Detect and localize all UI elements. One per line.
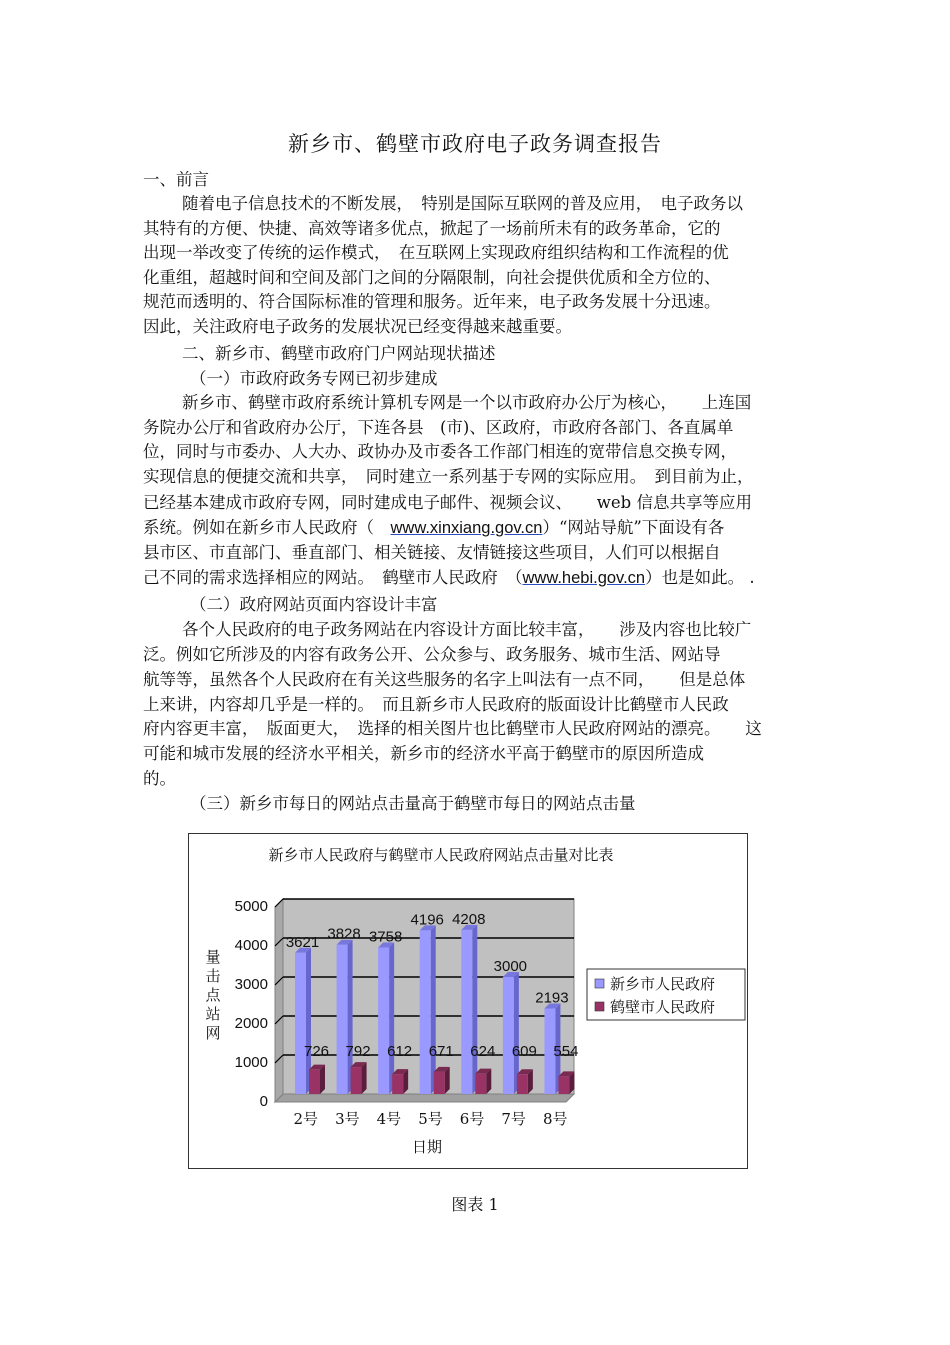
bar — [378, 947, 389, 1094]
bar — [475, 1074, 486, 1094]
text-segment: ）“网站导航”下面设有各 — [542, 518, 725, 537]
data-label: 3000 — [493, 958, 528, 975]
y-axis-label-char: 网 — [205, 1024, 221, 1042]
body-line: 府内容更丰富， 版面更大， 选择的相关图片也比鹤壁市人民政府网站的漂亮。 这 — [143, 719, 762, 738]
xinxiang-gov-link[interactable]: www.xinxiang.gov.cn — [390, 519, 543, 537]
body-line: 航等等，虽然各个人民政府在有关这些服务的名字上叫法有一点不同， 但是总体 — [143, 670, 746, 689]
legend-label: 鹤壁市人民政府 — [610, 998, 716, 1016]
x-tick-label: 5号 — [418, 1110, 443, 1128]
y-axis-label-char: 点 — [205, 986, 221, 1004]
legend-swatch — [595, 1002, 604, 1011]
body-line: 位，同时与市委办、人大办、政协办及市委各工作部门相连的宽带信息交换专网， — [143, 442, 737, 461]
body-line: 其特有的方便、快捷、高效等诸多优点，掀起了一场前所未有的政务革命，它的 — [143, 219, 721, 238]
body-line: （三）新乡市每日的网站点击量高于鹤壁市每日的网站点击量 — [190, 794, 636, 813]
figure-caption: 图表 1 — [451, 1195, 499, 1214]
data-label: 554 — [553, 1043, 579, 1060]
bar — [351, 1067, 362, 1094]
text-segment: 系统。例如在新乡市人民政府（ — [143, 518, 391, 537]
bar — [434, 1072, 445, 1094]
body-line: 规范而透明的、符合国际标准的管理和服务。近年来，电子政务发展十分迅速。 — [143, 292, 721, 311]
bar — [392, 1074, 403, 1094]
bar — [295, 953, 306, 1094]
body-line: （二）政府网站页面内容设计丰富 — [190, 595, 438, 614]
text-segment: 己不同的需求选择相应的网站。 鹤壁市人民政府 （ — [143, 568, 523, 587]
body-line: （一）市政府政务专网已初步建成 — [190, 369, 438, 388]
body-line: 上来讲，内容却几乎是一样的。 而且新乡市人民政府的版面设计比鹤壁市人民政 — [143, 695, 729, 714]
bar-side — [389, 942, 394, 1094]
x-tick-label: 3号 — [335, 1110, 360, 1128]
data-label: 3758 — [368, 928, 403, 946]
x-tick-label: 6号 — [459, 1110, 485, 1128]
data-label: 609 — [511, 1043, 537, 1060]
data-label: 792 — [345, 1043, 371, 1060]
chart-title: 新乡市人民政府与鹤壁市人民政府网站点击量对比表 — [268, 846, 614, 864]
legend-label: 新乡市人民政府 — [610, 975, 716, 993]
bar-side — [472, 925, 477, 1094]
y-axis-label-char: 击 — [205, 967, 221, 985]
bar-side — [362, 1062, 367, 1094]
click-comparison-chart — [188, 833, 748, 1169]
chart-svg — [189, 834, 747, 1168]
body-line: 已经基本建成市政府专网，同时建成电子邮件、视频会议、 web 信息共享等应用 — [143, 493, 752, 512]
bar — [517, 1074, 528, 1094]
body-line: 泛。例如它所涉及的内容有政务公开、公众参与、政务服务、城市生活、网站导 — [143, 645, 721, 664]
y-tick-label: 0 — [259, 1093, 268, 1110]
text-segment: ）也是如此。 . — [645, 568, 755, 587]
data-label: 726 — [303, 1043, 330, 1060]
data-label: 3828 — [327, 925, 361, 943]
x-tick-label: 7号 — [501, 1110, 526, 1128]
y-axis-label-char: 站 — [205, 1005, 221, 1023]
x-axis-label: 日期 — [411, 1138, 443, 1156]
hebi-gov-link[interactable]: www.hebi.gov.cn — [522, 569, 646, 587]
bar-side — [320, 1065, 325, 1094]
body-line: 务院办公厅和省政府办公厅，下连各县 (市)、区政府，市政府各部门、各直属单 — [143, 418, 734, 437]
body-line: 各个人民政府的电子政务网站在内容设计方面比较丰富， 涉及内容也比较广 — [182, 620, 752, 639]
body-line: 的。 — [143, 769, 176, 788]
y-tick-label: 1000 — [234, 1054, 268, 1071]
body-line: 出现一举改变了传统的运作模式， 在互联网上实现政府组织结构和工作流程的优 — [143, 243, 729, 262]
bar-side — [431, 925, 436, 1094]
body-line: 因此，关注政府电子政务的发展状况已经变得越来越重要。 — [143, 317, 572, 336]
body-line-hebi — [143, 567, 755, 589]
data-label: 3621 — [285, 933, 320, 951]
legend-swatch — [595, 979, 604, 988]
bar — [337, 945, 348, 1094]
plot-side-wall — [275, 899, 283, 1102]
data-label: 4208 — [452, 910, 486, 928]
bar — [309, 1070, 320, 1094]
body-line-system — [143, 517, 724, 539]
y-axis-label-char: 量 — [205, 948, 221, 966]
body-line: 随着电子信息技术的不断发展， 特别是国际互联网的普及应用， 电子政务以 — [182, 194, 743, 213]
bar — [558, 1076, 569, 1094]
body-line: 新乡市、鹤壁市政府系统计算机专网是一个以市政府办公厅为核心， 上连国 — [182, 393, 752, 412]
x-tick-label: 4号 — [376, 1110, 402, 1128]
data-label: 671 — [428, 1043, 454, 1060]
body-line: 实现信息的便捷交流和共享， 同时建立一系列基于专网的实际应用。 到目前为止， — [143, 467, 754, 486]
y-tick-label: 4000 — [234, 937, 268, 954]
bar — [461, 930, 472, 1094]
body-line-county: 县市区、市直部门、垂直部门、相关链接、友情链接这些项目，人们可以根据自 — [143, 543, 721, 562]
page-title: 新乡市、鹤壁市政府电子政务调查报告 — [288, 132, 662, 156]
data-label: 4196 — [410, 911, 444, 929]
y-tick-label: 2000 — [234, 1015, 268, 1032]
body-line: 一、前言 — [143, 170, 209, 189]
data-label: 624 — [470, 1043, 496, 1060]
bar — [503, 977, 514, 1094]
body-line: 二、新乡市、鹤壁市政府门户网站现状描述 — [182, 344, 496, 363]
y-tick-label: 5000 — [234, 898, 268, 915]
body-line: 可能和城市发展的经济水平相关，新乡市的经济水平高于鹤壁市的原因所造成 — [143, 744, 704, 763]
x-tick-label: 8号 — [542, 1110, 568, 1128]
body-line: 化重组，超越时间和空间及部门之间的分隔限制，向社会提供优质和全方位的、 — [143, 268, 721, 287]
data-label: 2193 — [535, 989, 569, 1007]
y-tick-label: 3000 — [234, 976, 268, 993]
data-label: 612 — [387, 1043, 413, 1060]
x-tick-label: 2号 — [293, 1110, 319, 1128]
bar — [420, 930, 431, 1094]
plot-floor — [275, 1094, 574, 1102]
